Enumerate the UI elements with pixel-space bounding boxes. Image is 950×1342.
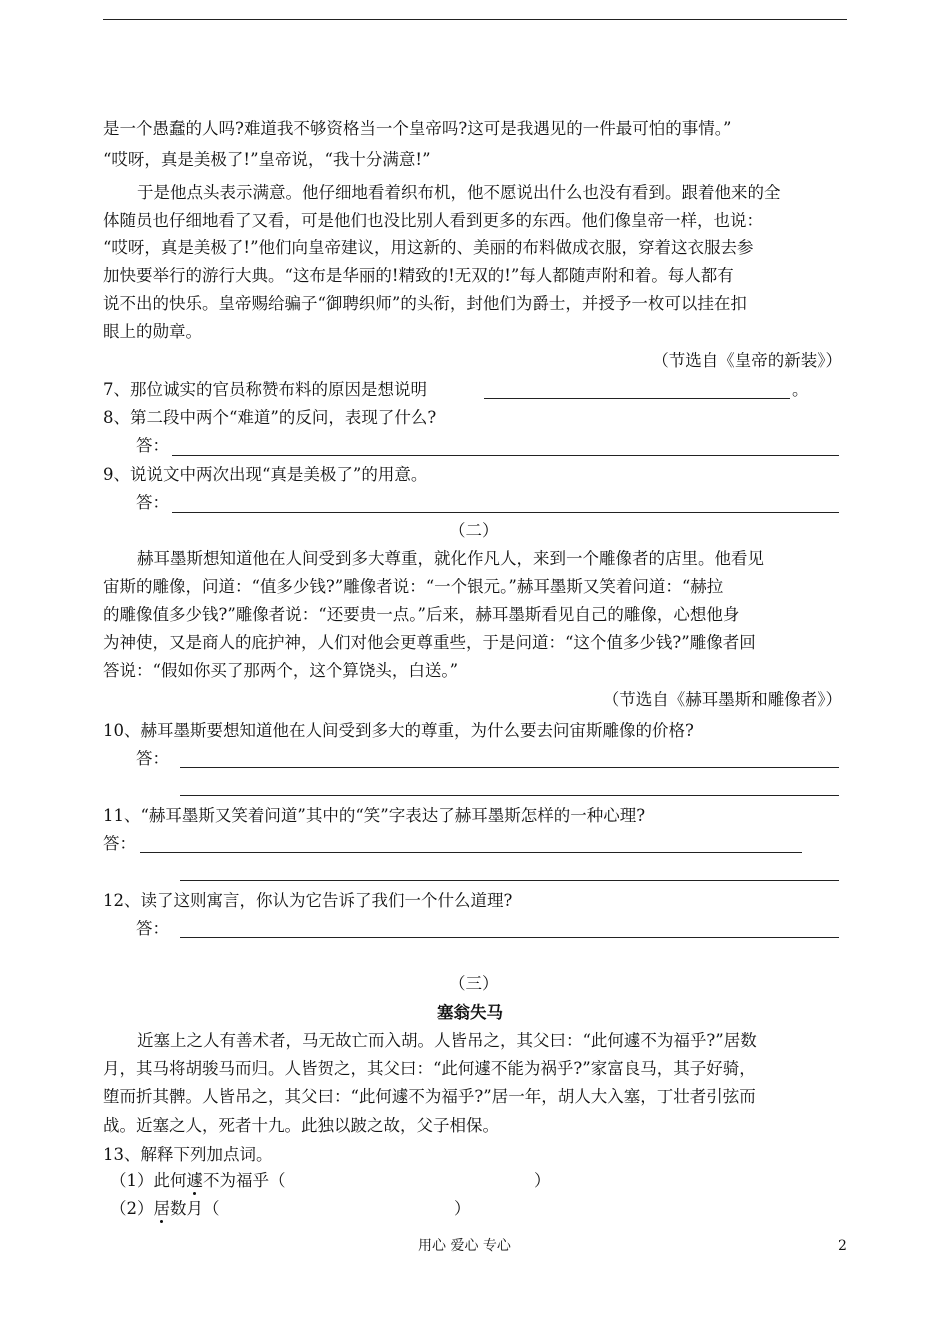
section3-line-4: 战。近塞之人，死者十九。此独以跛之故，父子相保。	[103, 1116, 499, 1135]
passage1-line-7: 说不出的快乐。皇帝赐给骗子“御聘织师”的头衔，封他们为爵士，并授予一枚可以挂在扣	[103, 294, 747, 313]
section3-line-2: 月，其马将胡骏马而归。人皆贺之，其父曰：“此何遽不能为祸乎?”家富良马，其子好骑，	[103, 1059, 756, 1078]
section3-heading: （三）	[449, 974, 499, 993]
question-12: 12、读了这则寓言，你认为它告诉了我们一个什么道理?	[103, 891, 513, 910]
passage1-line-5: “哎呀，真是美极了!”他们向皇帝建议，用这新的、美丽的布料做成衣服，穿着这衣服去参	[103, 238, 754, 257]
question-13-item-2: （2）居数月（	[110, 1199, 220, 1218]
header-rule	[103, 19, 847, 20]
passage1-line-1: 是一个愚蠢的人吗?难道我不够资格当一个皇帝吗?这可是我遇见的一件最可怕的事情。”	[103, 119, 732, 138]
question-11: 11、“赫耳墨斯又笑着问道”其中的“笑”字表达了赫耳墨斯怎样的一种心理?	[103, 806, 646, 825]
question-7-end: 。	[792, 380, 809, 399]
dotted-char-ju: 遽	[186, 1171, 203, 1190]
passage1-line-3: 于是他点头表示满意。他仔细地看着织布机，他不愿说出什么也没有看到。跟着他来的全	[137, 183, 781, 202]
question-13-item-1-close: ）	[534, 1171, 551, 1190]
answer-label-q12: 答：	[136, 919, 169, 938]
question-13-item-2-close: ）	[454, 1199, 471, 1218]
answer-line-q12[interactable]	[180, 937, 839, 938]
question-8: 8、第二段中两个“难道”的反问，表现了什么?	[103, 408, 437, 427]
answer-line-q7[interactable]	[484, 398, 790, 399]
answer-line-q11-1[interactable]	[140, 852, 802, 853]
dotted-char-ju2: 居	[153, 1199, 170, 1218]
passage1-line-2: “哎呀，真是美极了!”皇帝说，“我十分满意!”	[103, 150, 431, 169]
answer-label-q10: 答：	[136, 749, 169, 768]
answer-label-q8: 答：	[136, 436, 169, 455]
question-10: 10、赫耳墨斯要想知道他在人间受到多大的尊重，为什么要去问宙斯雕像的价格?	[103, 721, 694, 740]
question-9: 9、说说文中两次出现“真是美极了”的用意。	[103, 465, 428, 484]
answer-line-q8[interactable]	[172, 455, 839, 456]
section2-line-4: 为神使，又是商人的庇护神，人们对他会更尊重些，于是问道：“这个值多少钱?”雕像者回	[103, 633, 756, 652]
footer-motto: 用心 爱心 专心	[418, 1238, 511, 1254]
passage1-source: （节选自《皇帝的新装》）	[652, 351, 842, 370]
section3-title: 塞翁失马	[437, 1003, 503, 1022]
passage1-line-8: 眼上的勋章。	[103, 322, 202, 341]
question-13: 13、解释下列加点词。	[103, 1145, 273, 1164]
answer-line-q9[interactable]	[172, 512, 839, 513]
answer-line-q10-1[interactable]	[180, 767, 839, 768]
section2-line-3: 的雕像值多少钱?”雕像者说：“还要贵一点。”后来，赫耳墨斯看见自己的雕像，心想他身	[103, 605, 740, 624]
section2-line-5: 答说：“假如你买了那两个，这个算饶头，白送。”	[103, 661, 459, 680]
question-7: 7、那位诚实的官员称赞布料的原因是想说明	[103, 380, 427, 399]
answer-label-q9: 答：	[136, 493, 169, 512]
passage1-line-6: 加快要举行的游行大典。“这布是华丽的!精致的!无双的!”每人都随声附和着。每人都有	[103, 266, 734, 285]
answer-line-q11-2[interactable]	[180, 880, 839, 881]
answer-label-q11: 答：	[103, 834, 136, 853]
section2-source: （节选自《赫耳墨斯和雕像者》）	[602, 690, 842, 709]
page-number: 2	[838, 1238, 847, 1254]
section2-heading: （二）	[449, 521, 499, 540]
section2-line-2: 宙斯的雕像，问道：“值多少钱?”雕像者说：“一个银元。”赫耳墨斯又笑着问道：“赫拉	[103, 577, 724, 596]
question-13-item-1: （1）此何遽不为福乎（	[110, 1171, 286, 1190]
passage1-line-4: 体随员也仔细地看了又看，可是他们也没比别人看到更多的东西。他们像皇帝一样，也说：	[103, 211, 763, 230]
section3-line-1: 近塞上之人有善术者，马无故亡而入胡。人皆吊之，其父曰：“此何遽不为福乎?”居数	[137, 1031, 757, 1050]
section2-line-1: 赫耳墨斯想知道他在人间受到多大尊重，就化作凡人，来到一个雕像者的店里。他看见	[137, 549, 764, 568]
answer-line-q10-2[interactable]	[180, 795, 839, 796]
section3-line-3: 堕而折其髀。人皆吊之，其父曰：“此何遽不为福乎?”居一年，胡人大入塞，丁壮者引弦而	[103, 1087, 756, 1106]
